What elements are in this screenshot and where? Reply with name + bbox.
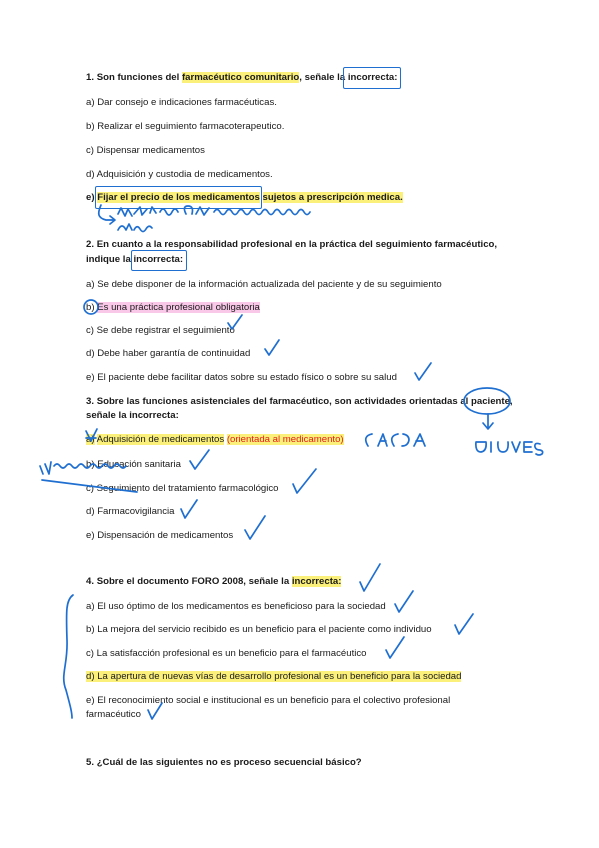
q3-scribble-note-left — [40, 462, 137, 492]
q1-text: Son funciones del — [96, 72, 180, 83]
q4-option-e-line1: e) El reconocimiento social e institucional es un beneficio para el colectivo profesional — [86, 695, 451, 706]
q3-option-a-note: (orientada al medicamento) — [226, 434, 344, 445]
q2-number: 2. — [86, 239, 95, 250]
q1-annotation-arrow-icon — [99, 205, 115, 224]
q3-key-circle-icon — [464, 388, 510, 414]
q2-text-b: indique la — [86, 254, 131, 265]
q2-text: En cuanto a la responsabilidad profesional en la práctica del seguimiento farmacéutico, — [96, 239, 498, 250]
q3-option-b: b) Educación sanitaria — [86, 459, 181, 470]
q1-scribble-note — [118, 206, 310, 232]
q4-key-word: incorrecta: — [291, 576, 342, 587]
q3-option-d: d) Farmacovigilancia — [86, 506, 175, 517]
q1-option-e-prefix: e) — [86, 192, 95, 203]
q4-check-c-icon — [386, 637, 404, 658]
q3-scribble-note-a — [366, 434, 425, 446]
q2-check-d-icon — [265, 340, 279, 355]
q3-option-e: e) Dispensación de medicamentos — [86, 530, 234, 541]
q3-option-a-prefix: a) — [86, 434, 95, 445]
q1-option-e-boxed: Fijar el precio de los medicamentos — [97, 192, 260, 203]
q4-option-a: a) El uso óptimo de los medicamentos es beneficioso para la sociedad — [86, 601, 386, 612]
q4-bracket-icon — [64, 595, 73, 718]
q1-highlight: farmacéutico comunitario — [181, 72, 300, 83]
q3-check-d-icon — [181, 500, 197, 518]
q2-option-e: e) El paciente debe facilitar datos sobre su estado físico o sobre su salud — [86, 372, 397, 383]
q2-option-a: a) Se debe disponer de la información actualizada del paciente y de su seguimiento — [86, 279, 442, 290]
q4-check-a-icon — [395, 591, 413, 612]
q1-option-e-rest: sujetos a prescripción medica. — [262, 192, 403, 203]
q3-check-e-icon — [245, 516, 265, 539]
q4-check-b-icon — [455, 614, 473, 634]
q3-check-c-icon — [293, 469, 316, 493]
q4-option-e-line2: farmacéutico — [86, 709, 141, 720]
q3-stem-line2: señale la incorrecta: — [86, 410, 179, 421]
q1-option-a: a) Dar consejo e indicaciones farmacéuticas. — [86, 97, 277, 108]
q3-check-a-icon — [86, 429, 97, 441]
q1-option-c: c) Dispensar medicamentos — [86, 145, 205, 156]
q1-number: 1. — [86, 72, 95, 83]
q2-option-c: c) Se debe registrar el seguimiento — [86, 325, 235, 336]
q3-option-c: c) Seguimiento del tratamiento farmacológico — [86, 483, 279, 494]
q3-key-word: paciente, — [471, 396, 513, 407]
q1-option-b: b) Realizar el seguimiento farmacoterapeutico. — [86, 121, 285, 132]
q4-option-b: b) La mejora del servicio recibido es un beneficio para el paciente como individuo — [86, 624, 432, 635]
q2-option-d: d) Debe haber garantía de continuidad — [86, 348, 251, 359]
q3-text: Sobre las funciones asistenciales del farmacéutico, son actividades orientadas al — [96, 396, 469, 407]
q3-scribble-right — [476, 442, 543, 455]
q4-option-c: c) La satisfacción profesional es un beneficio para el farmacéutico — [86, 648, 367, 659]
q2-option-b-circle-icon — [84, 300, 98, 314]
q1-option-d: d) Adquisición y custodia de medicamentos. — [86, 169, 273, 180]
q3-number: 3. — [86, 396, 95, 407]
q2-check-e-icon — [415, 363, 431, 380]
q5-number: 5. — [86, 757, 95, 768]
q1-text-b: , señale la — [299, 72, 346, 83]
q5-text: ¿Cuál de las siguientes no es proceso secuencial básico? — [96, 757, 362, 768]
q2-check-c-icon — [228, 315, 242, 329]
q4-option-d-text: d) La apertura de nuevas vías de desarrollo profesional es un beneficio para la sociedad — [86, 671, 462, 682]
q4-number: 4. — [86, 576, 95, 587]
q3-check-b-icon — [190, 450, 209, 469]
q4-check-stem-icon — [360, 564, 380, 591]
q2-key-word: incorrecta: — [133, 254, 184, 265]
q3-option-a-text: Adquisición de medicamentos — [96, 434, 225, 445]
q4-text: Sobre el documento FORO 2008, señale la — [96, 576, 290, 587]
q2-option-b-prefix: b) — [86, 302, 95, 313]
q1-key-word: incorrecta: — [347, 72, 398, 83]
q4-check-e-icon — [148, 703, 162, 719]
q3-arrow-down-icon — [483, 414, 493, 429]
q2-option-b-text: Es una práctica profesional obligatoria — [97, 302, 260, 313]
